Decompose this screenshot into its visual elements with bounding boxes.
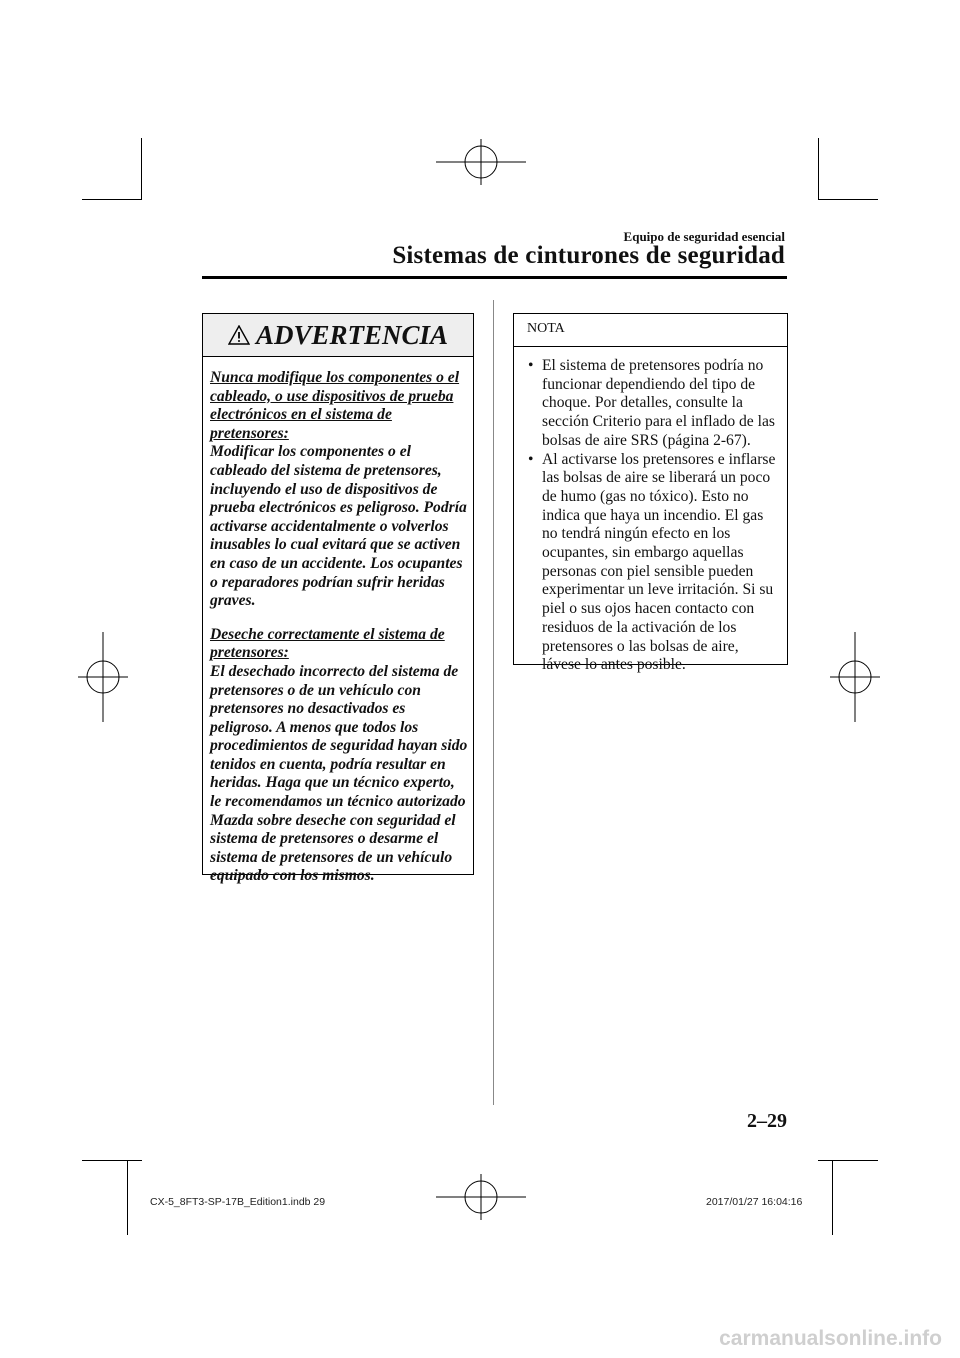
- warning-text-1: Modificar los componentes o el cableado del sistema de pretensores, incluyendo el uso de dispositivos de prueba electrónicos es peligroso. Podría activarse accidentalmente o volverlos inusables lo cual evitará que se activen en caso de un accidente. Los ocupantes o reparadores podrían sufrir heridas graves.: [210, 443, 467, 610]
- note-text: El sistema de pretensores podría no funcionar dependiendo del tipo de choque. Por detalles, consulte la sección Criterio para el inflado de las bolsas de aire SRS (página 2-67).: [542, 357, 775, 449]
- section-label: Equipo de seguridad esencial: [623, 229, 785, 244]
- column-divider: [493, 300, 494, 1105]
- bullet-icon: •: [528, 357, 534, 374]
- bullet-icon: •: [528, 450, 534, 468]
- registration-mark-icon: [436, 139, 526, 185]
- warning-triangle-icon: [228, 325, 250, 345]
- warning-heading-2: Deseche correctamente el sistema de pretensores:: [210, 625, 445, 662]
- warning-body: [203, 357, 473, 886]
- note-title: NOTA: [514, 314, 787, 347]
- page-number: 2–29: [747, 1110, 787, 1132]
- warning-header: [203, 314, 473, 357]
- warning-heading-1: Nunca modifique los componentes o el cableado, o use dispositivos de prueba electrónicos en el sistema de pretensores:: [210, 369, 460, 442]
- warning-text-2: El desechado incorrecto del sistema de pretensores o de un vehículo con pretensores no desactivados es peligroso. A menos que todos los procedimientos de seguridad hayan sido tenidos en cuenta, podría resultar en heridas. Haga que un técnico experto, le recomendamos un técnico autorizado Mazda sobre deseche con seguridad el sistema de pretensores o desarme el sistema de pretensores de un vehículo equipado con los mismos.: [210, 662, 468, 885]
- note-body: [514, 347, 787, 675]
- list-item: [528, 451, 781, 675]
- registration-mark-icon: [830, 632, 880, 722]
- list-item: [528, 357, 781, 451]
- page-title: Sistemas de cinturones de seguridad: [392, 242, 785, 269]
- warning-box: [202, 313, 474, 885]
- warning-title: ADVERTENCIA: [255, 319, 449, 350]
- note-text: Al activarse los pretensores e inflarse las bolsas de aire se liberará un poco de humo (gas no tóxico). Esto no indica que haya un incendio. El gas no tendrá ningún efecto en los ocupantes, sin embargo aquellas personas con piel sensible pueden experimentar un leve irritación. Si su piel o sus ojos hacen contacto con residuos de la activación de los pretensores o las bolsas de aire, lávese lo antes posible.: [542, 450, 776, 674]
- watermark: carmanualsonline.info: [719, 1327, 942, 1350]
- footer-timestamp: 2017/01/27 16:04:16: [706, 1196, 803, 1208]
- header-rule: [202, 276, 787, 279]
- registration-mark-icon: [436, 1174, 526, 1220]
- note-box: [513, 313, 788, 674]
- footer-filename: CX-5_8FT3-SP-17B_Edition1.indb 29: [150, 1196, 326, 1208]
- registration-mark-icon: [78, 632, 128, 722]
